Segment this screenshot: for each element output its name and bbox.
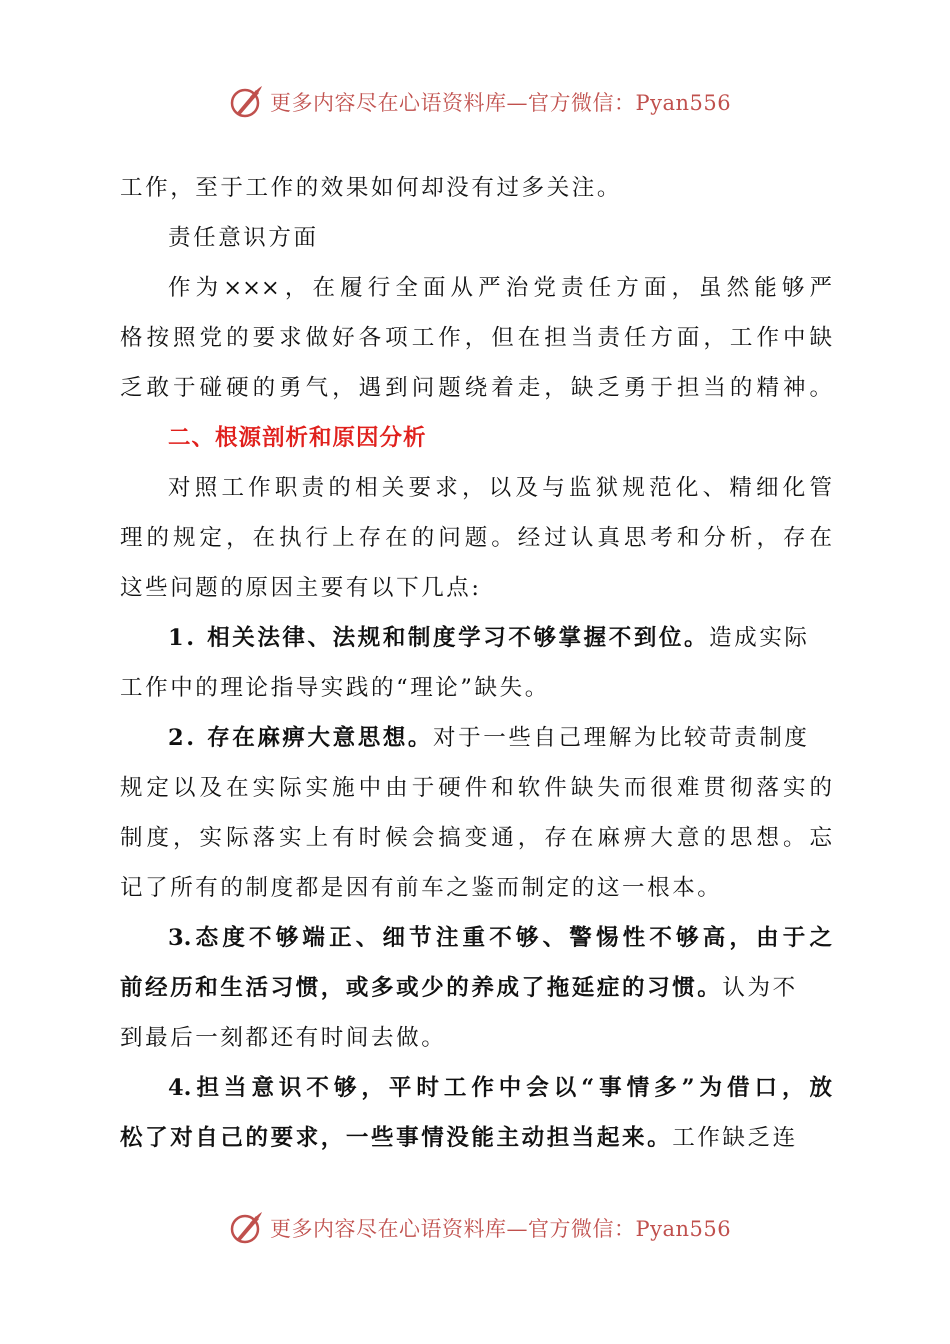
watermark-separator: —	[506, 91, 528, 115]
text-line: 规定以及在实际实施中由于硬件和软件缺失而很难贯彻落实的	[120, 775, 832, 801]
text-line: 制度，实际落实上有时候会搞变通，存在麻痹大意的思想。忘	[120, 825, 832, 851]
text-line: 记了所有的制度都是因有前车之鉴而制定的这一根本。	[120, 875, 723, 901]
point-1-bold: 1. 相关法律、法规和制度学习不够掌握不到位。	[168, 625, 710, 651]
watermark-contact: 官方微信：Pyan556	[528, 91, 732, 115]
point-1-rest: 造成实际	[709, 625, 810, 651]
document-body	[120, 163, 832, 1163]
watermark-text: 更多内容尽在心语资料库	[270, 1217, 507, 1241]
quill-logo-icon	[228, 1210, 264, 1246]
point-3-line	[120, 913, 832, 963]
point-1-line	[120, 613, 832, 663]
watermark-separator: —	[506, 1217, 528, 1241]
text-line: 对照工作职责的相关要求，以及与监狱规范化、精细化管	[168, 475, 832, 501]
point-4-rest: 工作缺乏连	[672, 1125, 798, 1151]
section-heading: 二、根源剖析和原因分析	[168, 425, 427, 451]
text-line: 这些问题的原因主要有以下几点:	[120, 575, 482, 601]
subheading-line: 责任意识方面	[168, 225, 319, 251]
watermark-text: 更多内容尽在心语资料库	[270, 91, 507, 115]
point-4-line	[120, 1063, 832, 1113]
text-line: 格按照党的要求做好各项工作，但在担当责任方面，工作中缺	[120, 325, 832, 351]
watermark-contact: 官方微信：Pyan556	[528, 1217, 732, 1241]
quill-logo-icon	[228, 84, 264, 120]
point-3-bold: 3.态度不够端正、细节注重不够、警惕性不够高，由于之	[168, 925, 832, 951]
point-3-rest: 认为不	[722, 975, 798, 1001]
text-line: 工作中的理论指导实践的“理论”缺失。	[120, 675, 550, 701]
text-line: 到最后一刻都还有时间去做。	[120, 1025, 447, 1051]
point-3-cont-line	[120, 963, 832, 1013]
watermark-banner-top	[228, 82, 748, 122]
point-2-line	[120, 713, 832, 763]
point-4-bold: 4.担当意识不够，平时工作中会以“事情多”为借口，放	[168, 1075, 832, 1101]
watermark-banner-bottom	[228, 1208, 748, 1248]
point-4-cont-line	[120, 1113, 832, 1163]
point-2-rest: 对于一些自己理解为比较苛责制度	[433, 725, 810, 751]
point-3-bold-cont: 前经历和生活习惯，或多或少的养成了拖延症的习惯。	[120, 975, 723, 1001]
text-line: 作为×××，在履行全面从严治党责任方面，虽然能够严	[168, 275, 832, 301]
text-line: 工作，至于工作的效果如何却没有过多关注。	[120, 175, 623, 201]
text-line: 乏敢于碰硬的勇气，遇到问题绕着走，缺乏勇于担当的精神。	[120, 375, 832, 401]
point-4-bold-cont: 松了对自己的要求，一些事情没能主动担当起来。	[120, 1125, 673, 1151]
text-line: 理的规定，在执行上存在的问题。经过认真思考和分析，存在	[120, 525, 832, 551]
point-2-bold: 2. 存在麻痹大意思想。	[168, 725, 434, 751]
